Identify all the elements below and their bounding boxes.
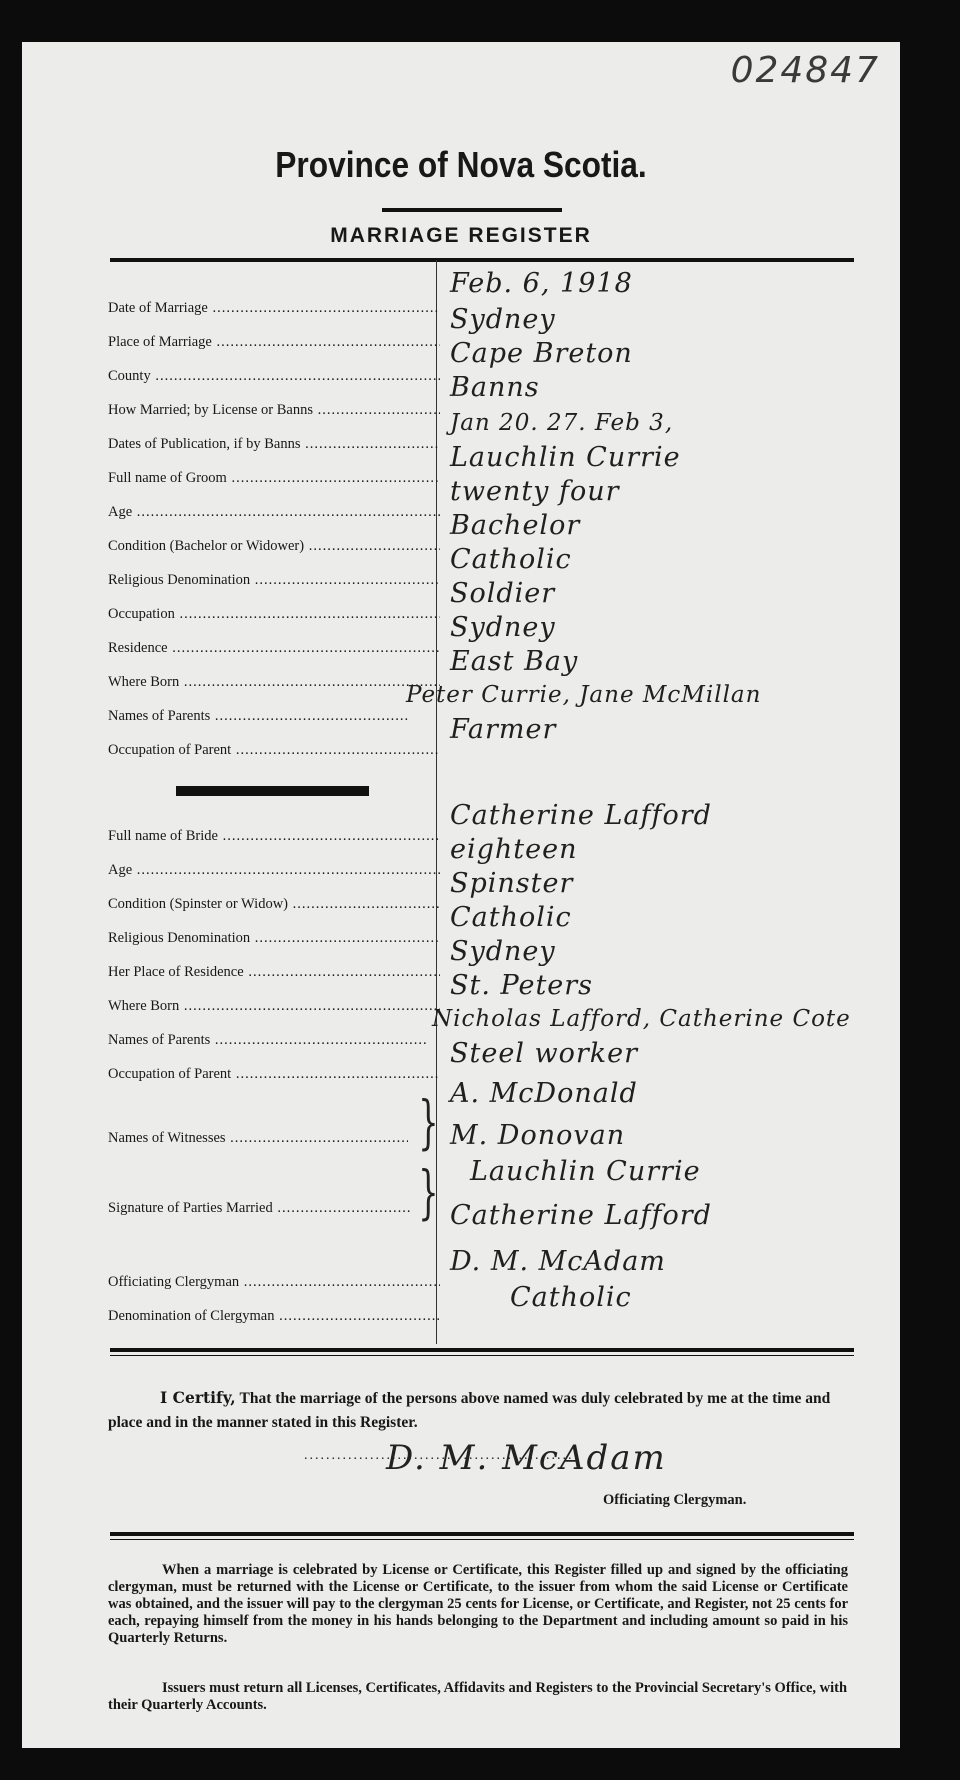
place-of-marriage-value: Sydney <box>450 304 556 335</box>
groom-condition-value: Bachelor <box>450 510 581 541</box>
bride-age-label: Age ..... <box>108 862 440 879</box>
date-of-marriage-value: Feb. 6, 1918 <box>450 268 633 299</box>
groom-birthplace-label: Where Born ..... <box>108 674 440 691</box>
section-separator-bar <box>176 786 369 796</box>
clergy-denomination-value: Catholic <box>510 1282 632 1313</box>
signature-groom-value: Lauchlin Currie <box>470 1156 701 1187</box>
signature-bride-value: Catherine Lafford <box>450 1200 712 1231</box>
groom-religion-label: Religious Denomination ..... <box>108 572 440 589</box>
witnesses-label: Names of Witnesses ..... <box>108 1130 408 1147</box>
signatures-brace: } <box>418 1158 439 1226</box>
bride-religion-label: Religious Denomination ..... <box>108 930 440 947</box>
county-value: Cape Breton <box>450 338 633 369</box>
bride-parent-occupation-label: Occupation of Parent ..... <box>108 1066 440 1083</box>
signatures-label: Signature of Parties Married ..... <box>108 1200 412 1217</box>
certification-statement <box>108 1386 848 1435</box>
groom-age-value: twenty four <box>450 476 620 507</box>
instructions-top-rule <box>110 1532 854 1536</box>
county-label: County ..... <box>108 368 440 385</box>
groom-occupation-value: Soldier <box>450 578 556 609</box>
bride-age-value: eighteen <box>450 834 578 865</box>
bride-religion-value: Catholic <box>450 902 572 933</box>
bride-birthplace-value: St. Peters <box>450 970 594 1001</box>
groom-parents-value: Peter Currie, Jane McMillan <box>406 682 762 708</box>
publication-dates-value: Jan 20. 27. Feb 3, <box>450 410 674 436</box>
bride-name-value: Catherine Lafford <box>450 800 712 831</box>
groom-residence-value: Sydney <box>450 612 556 643</box>
date-of-marriage-label: Date of Marriage ..... <box>108 300 440 317</box>
groom-religion-value: Catholic <box>450 544 572 575</box>
groom-age-label: Age ..... <box>108 504 440 521</box>
register-form <box>22 42 900 1748</box>
bride-residence-value: Sydney <box>450 936 556 967</box>
bride-condition-value: Spinster <box>450 868 574 899</box>
stamp-number: 024847 <box>730 50 880 91</box>
instructions-top-rule-thin <box>110 1539 854 1540</box>
publication-dates-label: Dates of Publication, if by Banns ..... <box>108 436 440 453</box>
title-divider <box>382 208 562 212</box>
page-title: Province of Nova Scotia. <box>275 144 647 185</box>
place-of-marriage-label: Place of Marriage ..... <box>108 334 440 351</box>
groom-parent-occupation-value: Farmer <box>450 714 557 745</box>
form-bottom-rule-thin <box>110 1355 854 1356</box>
bride-parents-value: Nicholas Lafford, Catherine Cote <box>432 1006 851 1032</box>
clergy-signature: D. M. McAdam <box>386 1438 667 1478</box>
bride-parent-occupation-value: Steel worker <box>450 1038 639 1069</box>
witness-1-value: A. McDonald <box>450 1078 638 1109</box>
how-married-value: Banns <box>450 372 540 403</box>
witnesses-brace: } <box>418 1088 439 1156</box>
groom-parents-label: Names of Parents ..... <box>108 708 408 725</box>
officiating-clergyman-value: D. M. McAdam <box>450 1246 666 1277</box>
form-bottom-rule <box>110 1348 854 1352</box>
clergy-denomination-label: Denomination of Clergyman ..... <box>108 1308 440 1325</box>
signature-caption: Officiating Clergyman. <box>603 1492 747 1508</box>
bride-residence-label: Her Place of Residence ..... <box>108 964 440 981</box>
groom-occupation-label: Occupation ..... <box>108 606 440 623</box>
issuers-note: Issuers must return all Licenses, Certificates, Affidavits and Registers to the Provincial Secretary's Office, with their Quarterly Accounts. <box>108 1680 848 1713</box>
return-instructions: When a marriage is celebrated by License or Certificate, this Register filled up and signed by the officiating clergyman, must be returned with the License or Certificate, to the issuer from whom the said License or Certificate was obtained, and the issuer will pay to the clergyman 25 cents for License, or Certificate, and Register, not 25 cents for each, repaying himself from the money in his hands belonging to the Department and including amount so paid in his Quarterly Returns. <box>108 1562 848 1646</box>
groom-birthplace-value: East Bay <box>450 646 579 677</box>
groom-residence-label: Residence ..... <box>108 640 440 657</box>
bride-name-label: Full name of Bride ..... <box>108 828 440 845</box>
groom-parent-occupation-label: Occupation of Parent ..... <box>108 742 440 759</box>
certify-lead: I Certify, <box>160 1388 236 1407</box>
page-subtitle: MARRIAGE REGISTER <box>330 224 592 247</box>
witness-2-value: M. Donovan <box>450 1120 626 1151</box>
certify-text: That the marriage of the persons above named was duly celebrated by me at the time and place and in the manner stated in this Register. <box>108 1390 831 1431</box>
groom-condition-label: Condition (Bachelor or Widower) ..... <box>108 538 440 555</box>
bride-condition-label: Condition (Spinster or Widow) ..... <box>108 896 440 913</box>
officiating-clergyman-label: Officiating Clergyman ..... <box>108 1274 440 1291</box>
groom-name-label: Full name of Groom ..... <box>108 470 440 487</box>
groom-name-value: Lauchlin Currie <box>450 442 681 473</box>
bride-parents-label: Names of Parents ..... <box>108 1032 428 1049</box>
header-rule <box>110 258 854 262</box>
how-married-label: How Married; by License or Banns ..... <box>108 402 440 419</box>
bride-birthplace-label: Where Born ..... <box>108 998 440 1015</box>
